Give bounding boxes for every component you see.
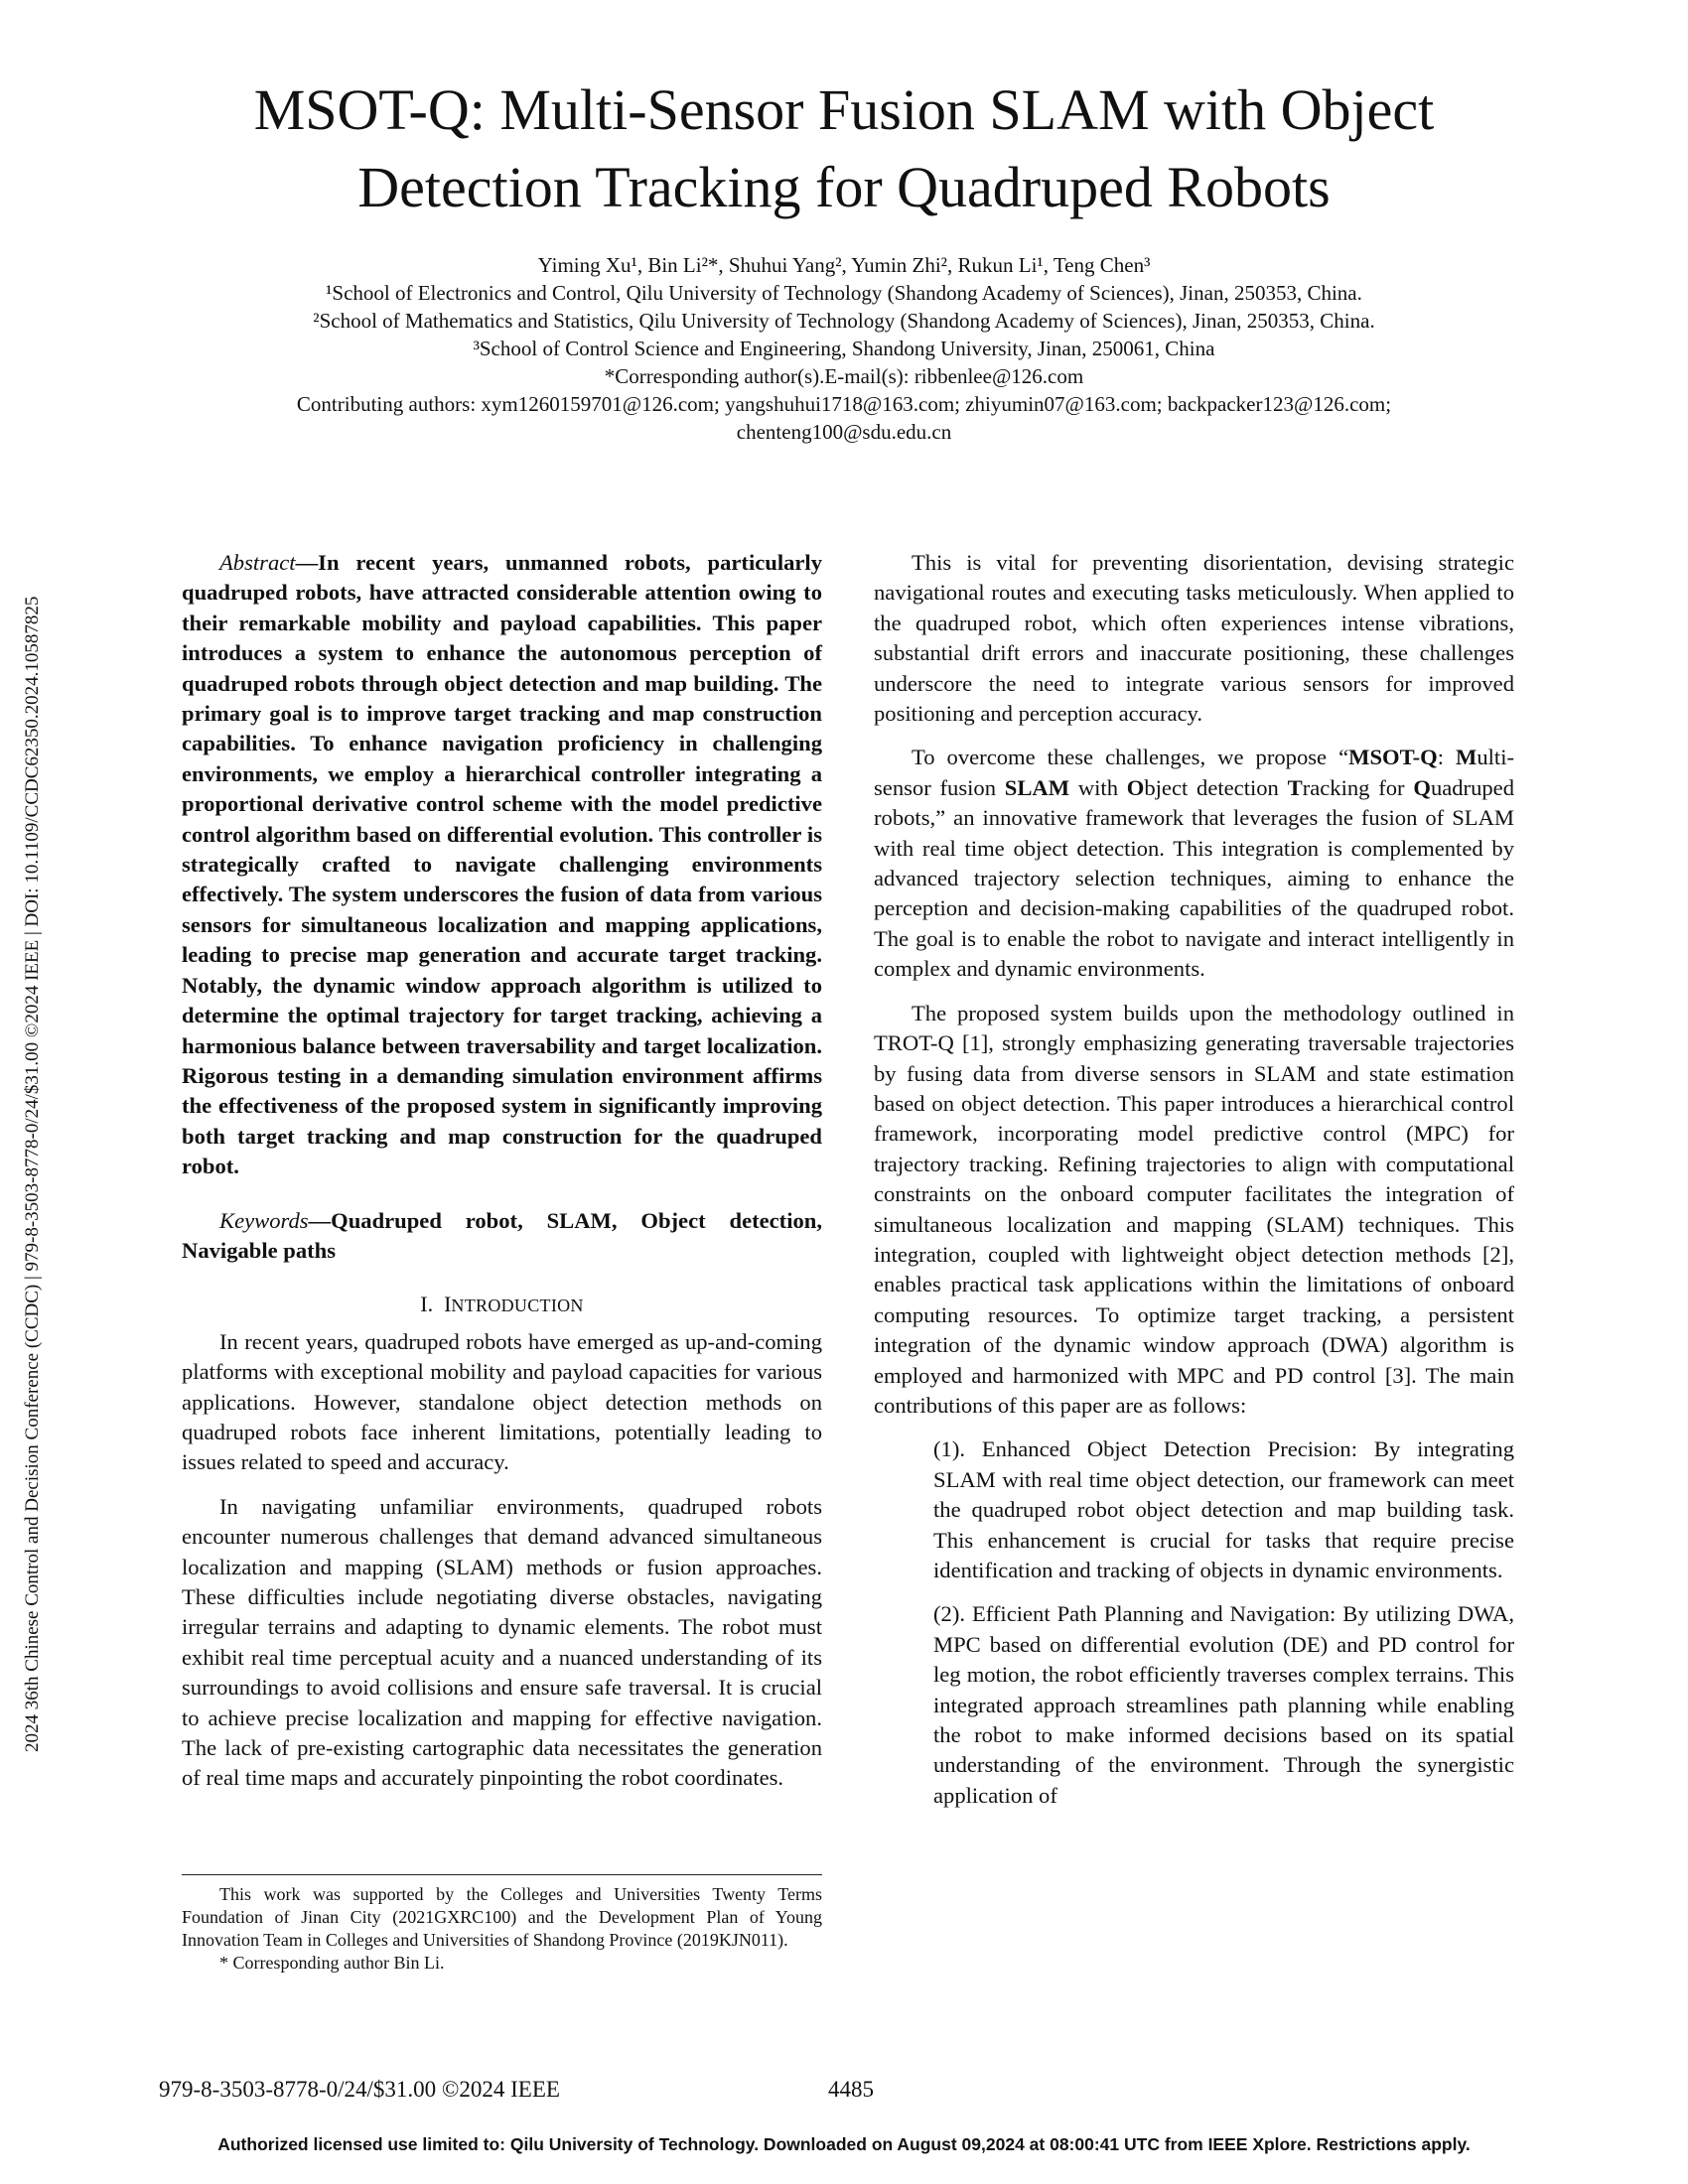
- p2-a: To overcome these challenges, we propose “: [912, 745, 1349, 770]
- right-paragraph-1: This is vital for preventing disorientation, devising strategic navigational routes and executing tasks meticulously. When applied to the quadruped robot, which often experiences intense vibrations, substantial drift errors and inaccurate positioning, these challenges underscore the need to integrate various sensors for improved positioning and perception accuracy.: [874, 550, 1514, 727]
- right-paragraph-2: [874, 743, 1514, 984]
- funding-note: This work was supported by the Colleges and Universities Twenty Terms Foundation of Jinan City (2021GXRC100) and the Development Plan of Young Innovation Team in Colleges and Universities of Shandong Province (2019KJN011).: [182, 1884, 822, 1950]
- keywords-text: —Quadruped robot, SLAM, Object detection, Navigable paths: [182, 1207, 822, 1263]
- title-line-2: Detection Tracking for Quadruped Robots: [357, 155, 1331, 219]
- p2-l: Q: [1413, 774, 1431, 800]
- left-column: [182, 548, 822, 1794]
- p2-k: racking for: [1302, 774, 1414, 800]
- contribution-1: (1). Enhanced Object Detection Precision: By integrating SLAM with real time object detection, our framework can meet the quadruped robot object detection and map building task. This enhancement is crucial for tasks that require precise identification and tracking of objects in dynamic environments.: [933, 1436, 1514, 1582]
- abstract-label: Abstract: [219, 550, 296, 575]
- p2-c: :: [1437, 745, 1457, 770]
- paper-title: [119, 71, 1569, 226]
- abstract: [182, 548, 822, 1182]
- title-line-1: MSOT-Q: Multi-Sensor Fusion SLAM with Object: [253, 77, 1435, 142]
- corresponding-email: *Corresponding author(s).E-mail(s): ribbenlee@126.com: [604, 364, 1084, 388]
- page-number: 4485: [828, 2077, 874, 2102]
- affiliation-3: ³School of Control Science and Engineering, Shandong University, Jinan, 250061, China: [473, 337, 1215, 360]
- p2-b: MSOT-Q: [1348, 745, 1438, 770]
- p2-e: ulti-sensor fusion: [874, 745, 1514, 800]
- abstract-text: —In recent years, unmanned robots, particularly quadruped robots, have attracted considerable attention owing to their remarkable mobility and payload capabilities. This paper introduces a system to enhance the autonomous perception of quadruped robots through object detection and map building. The primary goal is to improve target tracking and map construction capabilities. To enhance navigation proficiency in challenging environments, we employ a hierarchical controller integrating a proportional derivative control scheme with the model predictive control algorithm based on differential evolution. This controller is strategically crafted to navigate challenging environments effectively. The system underscores the fusion of data from various sensors for simultaneous localization and mapping applications, leading to precise map generation and accurate target tracking. Notably, the dynamic window approach algorithm is utilized to determine the optimal trajectory for target tracking, achieving a harmonious balance between traversability and target localization. Rigorous testing in a demanding simulation environment affirms the effectiveness of the proposed system in significantly improving both target tracking and map construction for the quadruped robot.: [182, 550, 822, 1179]
- author-names: Yiming Xu¹, Bin Li²*, Shuhui Yang², Yumin Zhi², Rukun Li¹, Teng Chen³: [537, 253, 1151, 277]
- p2-g: with: [1069, 774, 1127, 800]
- p2-f: SLAM: [1004, 774, 1070, 800]
- affiliation-2: ²School of Mathematics and Statistics, Qilu University of Technology (Shandong Academy of Sciences), Jinan, 250353, China.: [313, 309, 1375, 333]
- footnote: [182, 1874, 822, 1975]
- right-column: [874, 548, 1514, 1811]
- contribution-2: (2). Efficient Path Planning and Navigation: By utilizing DWA, MPC based on differential evolution (DE) and PD control for leg motion, the robot efficiently traverses complex terrains. This integrated approach streamlines path planning while enabling the robot to make informed decisions based on its spatial understanding of the environment. Through the synergistic application of: [933, 1601, 1514, 1808]
- keywords: [182, 1206, 822, 1267]
- contributing-authors: Contributing authors: xym1260159701@126.com; yangshuhui1718@163.com; zhiyumin07@163.com; backpacker123@126.com;: [296, 392, 1392, 416]
- license-line: Authorized licensed use limited to: Qilu University of Technology. Downloaded on August 09,2024 at 08:00:41 UTC from IEEE Xplore. Restrictions apply.: [217, 2134, 1471, 2154]
- author-block: [119, 251, 1569, 446]
- corresponding-note: * Corresponding author Bin Li.: [219, 1953, 445, 1973]
- section-number: I.: [420, 1292, 434, 1317]
- isbn-line: 979-8-3503-8778-0/24/$31.00 ©2024 IEEE: [159, 2077, 560, 2102]
- side-citation-text: 2024 36th Chinese Control and Decision Conference (CCDC) | 979-8-3503-8778-0/24/$31.00 ©2024 IEEE | DOI: 10.1109/CCDC62350.2024.10587825: [22, 596, 43, 1752]
- section-title-initial: I: [444, 1292, 452, 1317]
- p2-d: M: [1456, 745, 1477, 770]
- p2-j: T: [1287, 774, 1303, 800]
- affiliation-1: ¹School of Electronics and Control, Qilu University of Technology (Shandong Academy of Sciences), Jinan, 250353, China.: [326, 281, 1362, 305]
- footnote-rule: [182, 1874, 822, 1875]
- p2-m: uadruped robots,” an innovative framework that leverages the fusion of SLAM with real time object detection. This integration is complemented by advanced trajectory selection techniques, aiming to enhance the perception and decision-making capabilities of the quadruped robot. The goal is to enable the robot to navigate and interact intelligently in complex and dynamic environments.: [874, 774, 1515, 982]
- p2-h: O: [1126, 774, 1145, 800]
- intro-paragraph-2: In navigating unfamiliar environments, quadruped robots encounter numerous challenges that demand advanced simultaneous localization and mapping (SLAM) methods or fusion approaches. These difficulties include negotiating diverse obstacles, navigating irregular terrains and adapting to dynamic elements. The robot must exhibit real time perceptual acuity and a nuanced understanding of its surroundings to avoid collisions and ensure safe traversal. It is crucial to achieve precise localization and mapping for effective navigation. The lack of pre-existing cartographic data necessitates the generation of real time maps and accurately pinpointing the robot coordinates.: [182, 1493, 822, 1791]
- right-paragraph-3: The proposed system builds upon the methodology outlined in TROT-Q [1], strongly emphasizing generating traversable trajectories by fusing data from diverse sensors in SLAM and state estimation based on object detection. This paper introduces a hierarchical control framework, incorporating model predictive control (MPC) for trajectory tracking. Refining trajectories to align with computational constraints on the onboard computer facilitates the integration of simultaneous localization and mapping (SLAM) techniques. This integration, coupled with lightweight object detection methods [2], enables practical task applications within the limitations of onboard computing resources. To optimize target tracking, a persistent integration of the dynamic window approach (DWA) algorithm is employed and harmonized with MPC and PD control [3]. The main contributions of this paper are as follows:: [874, 1000, 1514, 1418]
- contributing-authors-2: chenteng100@sdu.edu.cn: [736, 420, 952, 444]
- intro-paragraph-1: In recent years, quadruped robots have emerged as up-and-coming platforms with exceptional mobility and payload capacities for various applications. However, standalone object detection methods on quadruped robots face inherent limitations, potentially leading to issues related to speed and accuracy.: [182, 1328, 822, 1475]
- p2-i: bject detection: [1144, 774, 1288, 800]
- keywords-label: Keywords: [219, 1207, 309, 1233]
- section-heading: [182, 1290, 822, 1320]
- section-title-rest: NTRODUCTION: [451, 1296, 584, 1316]
